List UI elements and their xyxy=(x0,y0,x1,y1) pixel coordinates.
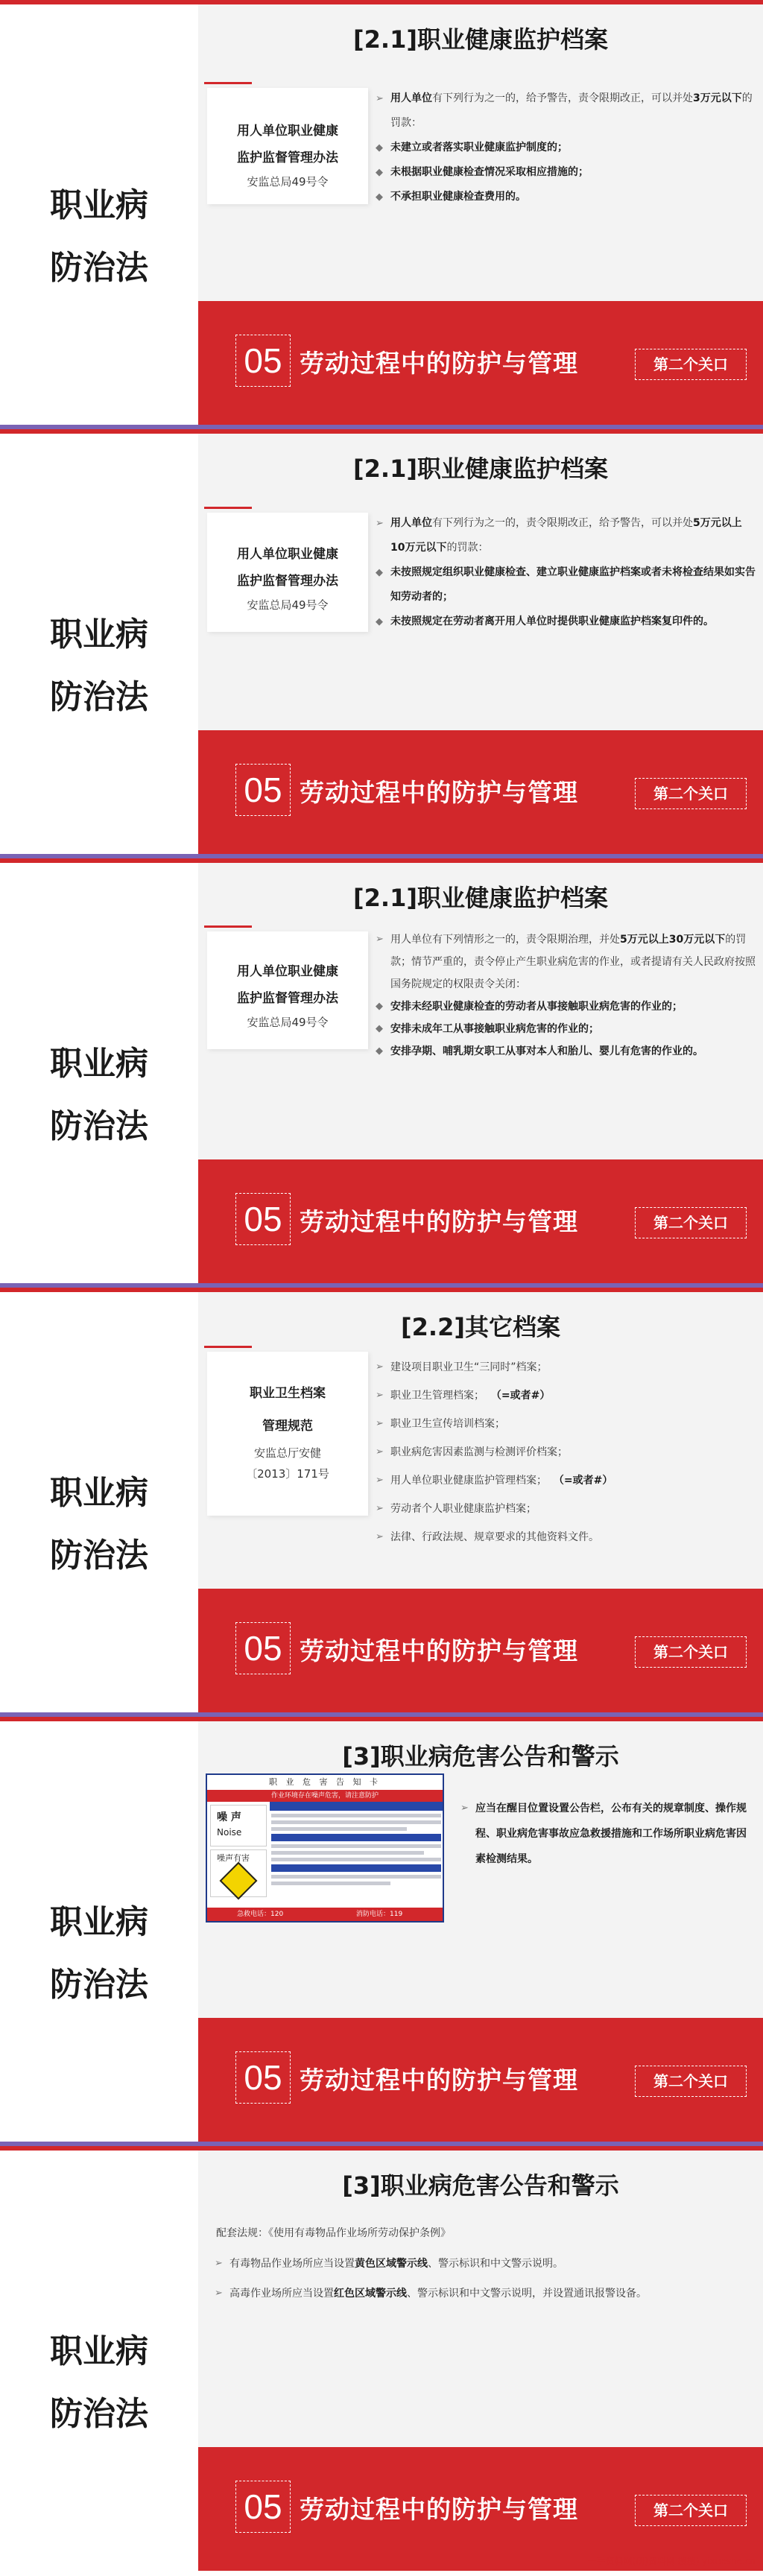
card-title: 职 业 危 害 告 知 卡 xyxy=(269,1777,381,1787)
footer-banner xyxy=(198,730,763,854)
fire-phone: 消防电话：119 xyxy=(356,1911,403,1918)
bullet-icon: ➢ xyxy=(376,934,384,945)
bullet-icon: ➢ xyxy=(376,1475,384,1486)
noise-label-en: Noise xyxy=(217,1827,242,1838)
slide-title: [2.2]其它档案 xyxy=(401,1313,560,1341)
side-title-line1: 职业病 xyxy=(50,1474,148,1512)
list-item: ➢ 职业病危害因素监测与检测评价档案； xyxy=(374,1438,756,1466)
left-panel xyxy=(0,1292,198,1712)
bullet-icon: ➢ xyxy=(376,1390,384,1401)
hazard-label: 噪声有害 xyxy=(217,1853,250,1863)
bullet-icon: ➢ xyxy=(376,1503,384,1514)
slide-title: [3]职业病危害公告和警示 xyxy=(342,1742,619,1770)
doc-sub: 安监总局49号令 xyxy=(247,598,329,612)
section-badge: 第二个关口 xyxy=(635,2495,747,2526)
footer-banner xyxy=(198,2447,763,2571)
list-item: ◆ 安排孕期、哺乳期女职工从事对本人和胎儿、婴儿有危害的作业的。 xyxy=(374,1040,756,1063)
side-title-line1: 职业病 xyxy=(50,2332,148,2370)
regulation-ref: 配套法规：《使用有毒物品作业场所劳动保护条例》 xyxy=(216,2227,451,2239)
list-item: ➢ 职业卫生宣传培训档案； xyxy=(374,1410,756,1438)
doc-name-line1: 用人单位职业健康 xyxy=(237,964,338,979)
bullet-icon: ➢ xyxy=(460,1803,469,1814)
content-panel xyxy=(198,1721,763,2018)
document-box xyxy=(207,1352,368,1516)
section-number: 05 xyxy=(235,1622,291,1674)
document-box xyxy=(207,513,368,632)
bullet-icon: ◆ xyxy=(376,192,383,203)
side-title-line2: 防治法 xyxy=(50,249,148,287)
side-title-line2: 防治法 xyxy=(50,678,148,716)
bullet-icon: ◆ xyxy=(376,1023,383,1034)
card-warning-strip: 作业环境存在噪声危害，请注意防护 xyxy=(207,1790,443,1802)
card-header-bar xyxy=(270,1802,443,1811)
list-item: ➢ 用人单位有下列情形之一的，责令限期治理，并处5万元以上30万元以下的罚款；情节严重的，责令停止产生职业病危害的作业，或者提请有关人民政府按照国务院规定的权限责令关闭： xyxy=(374,928,756,996)
bullet-icon: ➢ xyxy=(215,2288,223,2299)
bullet-icon: ➢ xyxy=(376,1446,384,1458)
left-panel xyxy=(0,434,198,854)
section-title: 劳动过程中的防护与管理 xyxy=(300,778,578,807)
section-number: 05 xyxy=(235,1193,291,1245)
doc-sub: 安监总局49号令 xyxy=(247,1016,329,1029)
section-number: 05 xyxy=(235,335,291,387)
content-panel xyxy=(198,2151,763,2447)
bullet-icon: ◆ xyxy=(376,167,383,178)
side-title-line1: 职业病 xyxy=(50,1903,148,1941)
list-item: ➢ 劳动者个人职业健康监护档案； xyxy=(374,1495,756,1523)
red-divider xyxy=(204,925,252,928)
slide-title: [2.1]职业健康监护档案 xyxy=(353,25,608,54)
doc-name-line1: 职业卫生档案 xyxy=(250,1386,326,1401)
left-panel xyxy=(0,863,198,1283)
bullet-icon: ➢ xyxy=(376,1531,384,1542)
red-divider xyxy=(204,82,252,84)
list-item: ◆ 安排未经职业健康检查的劳动者从事接触职业病危害的作业的； xyxy=(374,996,756,1018)
slide-title: [2.1]职业健康监护档案 xyxy=(353,884,608,912)
slide-6 xyxy=(0,2146,763,2576)
section-title: 劳动过程中的防护与管理 xyxy=(300,2495,578,2524)
points-list xyxy=(213,2249,750,2308)
list-item: ➢ 建设项目职业卫生“三同时”档案； xyxy=(374,1353,756,1382)
points-list xyxy=(374,928,756,1063)
list-item: ◆ 不承担职业健康检查费用的。 xyxy=(374,185,756,209)
bullet-icon: ➢ xyxy=(215,2258,223,2269)
list-item: ➢ 职业卫生管理档案； （=或者#） xyxy=(374,1382,756,1410)
side-title-line2: 防治法 xyxy=(50,1107,148,1145)
card-footer xyxy=(207,1908,443,1921)
section-number: 05 xyxy=(235,2481,291,2533)
emergency-phone: 急救电话：120 xyxy=(237,1911,284,1918)
section-badge: 第二个关口 xyxy=(635,349,747,380)
section-title: 劳动过程中的防护与管理 xyxy=(300,1636,578,1665)
bullet-icon: ◆ xyxy=(376,1045,383,1057)
noise-label: 噪 声 xyxy=(217,1811,241,1823)
doc-name-line2: 监护监督管理办法 xyxy=(237,151,338,165)
watermark: 一手资料网(研)资料网 搜搜) yixueshe.cn xyxy=(587,2556,756,2566)
content-panel xyxy=(198,863,763,1159)
points-list xyxy=(374,511,756,634)
doc-name-line1: 用人单位职业健康 xyxy=(237,547,338,562)
list-item: ◆ 未根据职业健康检查情况采取相应措施的； xyxy=(374,160,756,185)
footer-banner xyxy=(198,1159,763,1283)
list-item: ◆ 未建立或者落实职业健康监护制度的； xyxy=(374,136,756,160)
list-item: ➢ 法律、行政法规、规章要求的其他资料文件。 xyxy=(374,1523,756,1551)
list-item: ◆ 未按照规定组织职业健康检查、建立职业健康监护档案或者未将检查结果如实告知劳动者的； xyxy=(374,560,756,610)
content-panel xyxy=(198,4,763,301)
points-list xyxy=(459,1796,750,1872)
left-panel xyxy=(0,4,198,425)
section-title: 劳动过程中的防护与管理 xyxy=(300,2066,578,2095)
section-title: 劳动过程中的防护与管理 xyxy=(300,1207,578,1236)
bullet-icon: ◆ xyxy=(376,616,383,627)
doc-name-line2: 管理规范 xyxy=(262,1419,313,1434)
doc-sub: 安监总局49号令 xyxy=(247,175,329,189)
slide-1 xyxy=(0,0,763,429)
bullet-icon: ◆ xyxy=(376,142,383,154)
hazard-notice-card xyxy=(206,1773,444,1922)
document-box xyxy=(207,88,368,204)
content-panel xyxy=(198,1292,763,1589)
list-item: ➢ 用人单位有下列行为之一的，责令限期改正，给予警告，可以并处5万元以上10万元以下的罚款： xyxy=(374,511,756,560)
section-badge: 第二个关口 xyxy=(635,2066,747,2097)
red-divider xyxy=(204,1346,252,1348)
side-title-line2: 防治法 xyxy=(50,1537,148,1575)
bullet-icon: ➢ xyxy=(376,1361,384,1373)
document-box xyxy=(207,931,368,1049)
list-item: ➢ 高毒作业场所应当设置红色区域警示线、警示标识和中文警示说明，并设置通讯报警设备。 xyxy=(213,2279,750,2308)
list-item: ➢ 用人单位职业健康监护管理档案； （=或者#） xyxy=(374,1466,756,1495)
section-number: 05 xyxy=(235,2051,291,2104)
doc-sub-line1: 安监总厅安健 xyxy=(253,1446,321,1460)
doc-name-line2: 监护监督管理办法 xyxy=(237,574,338,589)
section-badge: 第二个关口 xyxy=(635,1636,747,1668)
red-divider xyxy=(204,507,252,509)
bullet-icon: ◆ xyxy=(376,567,383,578)
section-badge: 第二个关口 xyxy=(635,1207,747,1238)
side-title-line1: 职业病 xyxy=(50,1045,148,1083)
footer-banner xyxy=(198,2018,763,2142)
section-badge: 第二个关口 xyxy=(635,778,747,809)
slide-4 xyxy=(0,1288,763,1717)
footer-banner xyxy=(198,1589,763,1712)
left-panel xyxy=(0,2151,198,2571)
content-panel xyxy=(198,434,763,730)
bullet-icon: ➢ xyxy=(376,93,384,104)
list-item: ➢ 有毒物品作业场所应当设置黄色区域警示线、警示标识和中文警示说明。 xyxy=(213,2249,750,2279)
footer-banner xyxy=(198,301,763,425)
side-title-line1: 职业病 xyxy=(50,615,148,654)
list-item: ◆ 安排未成年工从事接触职业病危害的作业的； xyxy=(374,1018,756,1040)
card-text-lines xyxy=(271,1814,441,1888)
side-title-line2: 防治法 xyxy=(50,1966,148,2004)
slide-5 xyxy=(0,1717,763,2146)
doc-sub-line2: 〔2013〕171号 xyxy=(246,1467,329,1481)
side-title-line2: 防治法 xyxy=(50,2395,148,2433)
bullet-icon: ◆ xyxy=(376,1001,383,1012)
slide-2 xyxy=(0,429,763,858)
points-list xyxy=(374,1353,756,1551)
slide-title: [3]职业病危害公告和警示 xyxy=(342,2171,619,2200)
bullet-icon: ➢ xyxy=(376,1418,384,1429)
left-panel xyxy=(0,1721,198,2142)
points-list xyxy=(374,86,756,209)
section-title: 劳动过程中的防护与管理 xyxy=(300,349,578,378)
side-title-line1: 职业病 xyxy=(50,186,148,224)
section-number: 05 xyxy=(235,764,291,816)
list-item: ➢ 用人单位有下列行为之一的，给予警告，责令限期改正，可以并处3万元以下的罚款： xyxy=(374,86,756,136)
slide-title: [2.1]职业健康监护档案 xyxy=(353,455,608,483)
slide-3 xyxy=(0,858,763,1288)
card-noise-cell xyxy=(210,1805,267,1846)
doc-name-line1: 用人单位职业健康 xyxy=(237,124,338,139)
bullet-icon: ➢ xyxy=(376,518,384,529)
doc-name-line2: 监护监督管理办法 xyxy=(237,991,338,1006)
list-item: ➢ 应当在醒目位置设置公告栏，公布有关的规章制度、操作规程、职业病危害事故应急救援措施和工作场所职业病危害因素检测结果。 xyxy=(459,1796,750,1872)
list-item: ◆ 未按照规定在劳动者离开用人单位时提供职业健康监护档案复印件的。 xyxy=(374,610,756,634)
